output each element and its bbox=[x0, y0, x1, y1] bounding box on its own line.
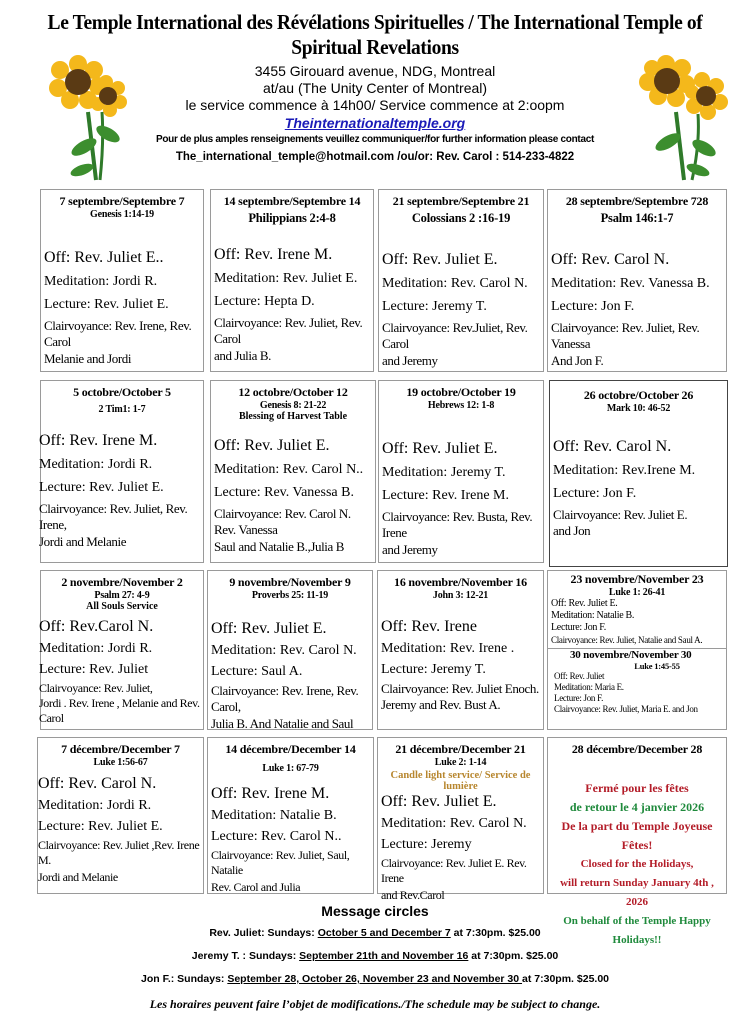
schedule-cell: 2 novembre/November 2 Psalm 27: 4-9 All Souls Service Off: Rev.Carol N. Meditation: Jordi R. Lecture: Rev. Juliet Clairvoyance: Rev. Juliet, Jordi . Rev. Irene , Melanie and Rev. Carol bbox=[40, 570, 204, 730]
schedule-cell: 28 septembre/Septembre 728 Psalm 146:1-7 Off: Rev. Carol N. Meditation: Rev. Vanessa B. Lecture: Jon F. Clairvoyance: Rev. Juliet, Rev. Vanessa And Jon F. bbox=[547, 189, 727, 372]
schedule-cell: 26 octobre/October 26 Mark 10: 46-52 Off: Rev. Carol N. Meditation: Rev.Irene M. Lecture: Jon F. Clairvoyance: Rev. Juliet E. and Jon bbox=[549, 380, 728, 567]
schedule-cell: 21 décembre/December 21 Luke 2: 1-14 Candle light service/ Service de lumière Off: Rev. Juliet E. Meditation: Rev. Carol N. Lecture: Jeremy Clairvoyance: Rev. Juliet E. Rev. Irene and Rev.Carol bbox=[377, 737, 544, 894]
schedule-cell: 21 septembre/Septembre 21 Colossians 2 :16-19 Off: Rev. Juliet E. Meditation: Rev. Carol N. Lecture: Jeremy T. Clairvoyance: Rev.Juliet, Rev. Carol and Jeremy bbox=[378, 189, 544, 372]
venue: at/au (The Unity Center of Montreal) bbox=[262, 80, 488, 96]
schedule-cell: 19 octobre/October 19 Hebrews 12: 1-8 Off: Rev. Juliet E. Meditation: Jeremy T. Lecture: Rev. Irene M. Clairvoyance: Rev. Busta, Rev. Irene and Jeremy bbox=[378, 380, 544, 563]
schedule-cell: 12 octobre/October 12 Genesis 8: 21-22 Blessing of Harvest Table Off: Rev. Juliet E. Meditation: Rev. Carol N.. Lecture: Rev. Vanessa B. Clairvoyance: Rev. Carol N. Rev. Vanessa Saul and Natalie B.,Julia B bbox=[210, 380, 376, 563]
schedule-cell: 14 septembre/Septembre 14 Philippians 2:4-8 Off: Rev. Irene M. Meditation: Rev. Juliet E. Lecture: Hepta D. Clairvoyance: Rev. Juliet, Rev. Carol and Julia B. bbox=[210, 189, 374, 372]
schedule-cell: 5 octobre/October 5 2 Tim1: 1-7 Off: Rev. Irene M. Meditation: Jordi R. Lecture: Rev. Juliet E. Clairvoyance: Rev. Juliet, Rev. Irene, Jordi and Melanie bbox=[40, 380, 204, 563]
info-text: Pour de plus amples renseignements veuillez communiquer/for further information please contact bbox=[155, 134, 594, 145]
website-link[interactable]: Theinternationaltemple.org bbox=[284, 115, 466, 131]
message-circle-jon: Jon F.: Sundays: September 28, October 26, November 23 and November 30 at 7:30pm. $25.00 bbox=[140, 973, 609, 985]
service-time: le service commence à 14h00/ Service commence at 2:oopm bbox=[185, 97, 565, 113]
schedule-cell: 7 décembre/December 7 Luke 1:56-67 Off: Rev. Carol N. Meditation: Jordi R. Lecture: Rev. Juliet E. Clairvoyance: Rev. Juliet ,Rev. Irene M. Jordi and Melanie bbox=[37, 737, 204, 894]
header-info bbox=[120, 63, 630, 166]
holiday-notice: Fermé pour les fêtes de retour le 4 janvier 2026 De la part du Temple Joyeuse Fêtes! Closed for the Holidays, will return Sunday January 4th , 2026 On behalf of the Temple Happy Holidays!! bbox=[560, 781, 714, 946]
contact-email[interactable]: The_international_temple@hotmail.com /ou/or: Rev. Carol : 514-233-4822 bbox=[175, 151, 575, 163]
schedule-cell: 7 septembre/Septembre 7 Genesis 1:14-19 Off: Rev. Juliet E.. Meditation: Jordi R. Lecture: Rev. Juliet E. Clairvoyance: Rev. Irene, Rev. Carol Melanie and Jordi bbox=[40, 189, 204, 372]
sunflower-right-icon bbox=[640, 52, 730, 182]
message-circle-juliet: Rev. Juliet: Sundays: October 5 and December 7 at 7:30pm. $25.00 bbox=[209, 927, 541, 939]
schedule-cell-split: 23 novembre/November 23 Luke 1: 26-41 Off: Rev. Juliet E. Meditation: Natalie B. Lecture: Jon F. Clairvoyance: Rev. Juliet, Natalie and Saul A. 30 novembre/November 30 Luke 1:45-55 Off: Rev. Juliet Meditation: Maria E. Lecture: Jon F. Clairvoyance: Rev. Juliet, Maria E. and Jon bbox=[547, 570, 727, 730]
schedule-cell: 9 novembre/November 9 Proverbs 25: 11-19 Off: Rev. Juliet E. Meditation: Rev. Carol N. Lecture: Saul A. Clairvoyance: Rev. Irene, Rev. Carol, Julia B. And Natalie and Saul bbox=[207, 570, 373, 730]
disclaimer: Les horaires peuvent faire l’objet de modifications./The schedule may be subject to change. bbox=[149, 997, 601, 1011]
schedule-cell: 14 décembre/December 14 Luke 1: 67-79 Off: Rev. Irene M. Meditation: Natalie B. Lecture: Rev. Carol N.. Clairvoyance: Rev. Juliet, Saul, Natalie Rev. Carol and Julia bbox=[207, 737, 374, 894]
page-title: Le Temple International des Révélations Spirituelles / The International Temple of Spiritual Revelations bbox=[47, 10, 703, 59]
message-circle-jeremy: Jeremy T. : Sundays: September 21th and November 16 at 7:30pm. $25.00 bbox=[191, 950, 559, 962]
message-circles-title: Message circles bbox=[321, 903, 429, 919]
holiday-cell: 28 décembre/December 28 Fermé pour les fêtes de retour le 4 janvier 2026 De la part du Temple Joyeuse Fêtes! Closed for the Holidays, will return Sunday January 4th , 2026 On behalf of the Temple Happy Holidays!! bbox=[547, 737, 727, 894]
schedule-cell: 16 novembre/November 16 John 3: 12-21 Off: Rev. Irene Meditation: Rev. Irene . Lecture: Jeremy T. Clairvoyance: Rev. Juliet Enoch. Jeremy and Rev. Bust A. bbox=[377, 570, 544, 730]
address: 3455 Girouard avenue, NDG, Montreal bbox=[254, 63, 496, 79]
